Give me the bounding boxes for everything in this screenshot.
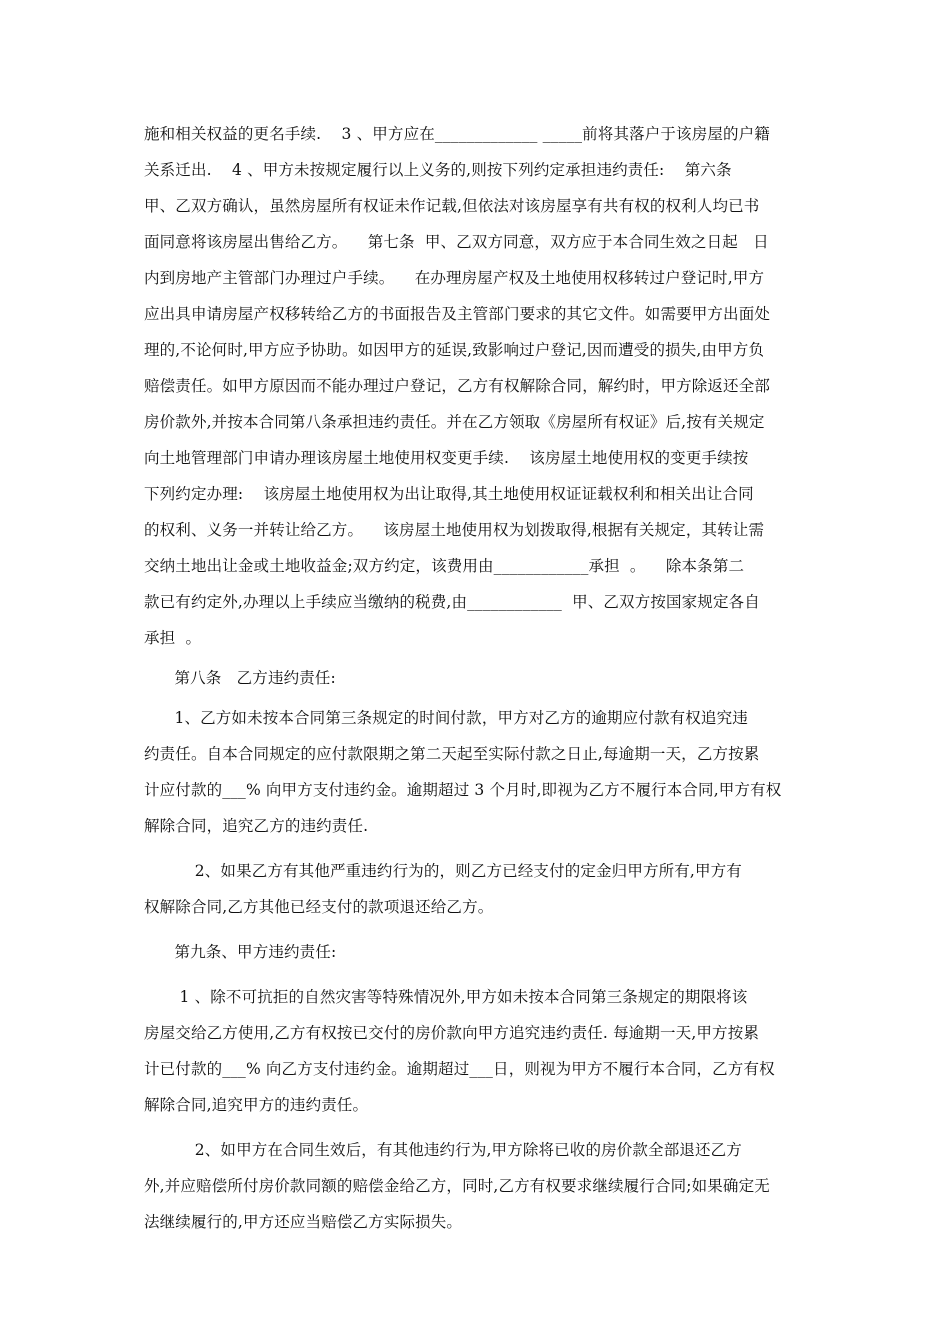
text-line: 法继续履行的,甲方还应当赔偿乙方实际损失。	[144, 1213, 463, 1231]
text-line: 施和相关权益的更名手续. 3 、甲方应在_____________ _____前将其落户于该房屋的户籍	[144, 125, 770, 143]
text-line: 面同意将该房屋出售给乙方。 第七条 甲、乙双方同意，双方应于本合同生效之日起 日	[144, 233, 769, 251]
text-line: 1 、除不可抗拒的自然灾害等特殊情况外,甲方如未按本合同第三条规定的期限将该	[144, 988, 748, 1006]
text-line: 1、乙方如未按本合同第三条规定的时间付款，甲方对乙方的逾期应付款有权追究违	[144, 709, 748, 727]
text-line: 内到房地产主管部门办理过户手续。 在办理房屋产权及土地使用权移转过户登记时,甲方	[144, 269, 765, 287]
text-line: 理的,不论何时,甲方应予协助。如因甲方的延误,致影响过户登记,因而遭受的损失,由甲方负	[144, 341, 765, 359]
text-line: 约责任。自本合同规定的应付款限期之第二天起至实际付款之日止,每逾期一天，乙方按累	[144, 745, 760, 763]
text-line: 房屋交给乙方使用,乙方有权按已交付的房价款向甲方追究违约责任. 每逾期一天,甲方按累	[144, 1024, 760, 1042]
text-line: 外,并应赔偿所付房价款同额的赔偿金给乙方，同时,乙方有权要求继续履行合同;如果确定无	[144, 1177, 770, 1195]
section-heading: 第九条、甲方违约责任:	[144, 943, 337, 961]
section-heading: 第八条 乙方违约责任:	[144, 669, 336, 687]
text-line: 下列约定办理: 该房屋土地使用权为出让取得,其土地使用权证证载权利和相关出让合同	[144, 485, 754, 503]
text-line: 计应付款的___% 向甲方支付违约金。逾期超过 3 个月时,即视为乙方不履行本合同,甲方有权	[144, 781, 782, 799]
text-line: 房价款外,并按本合同第八条承担违约责任。并在乙方领取《房屋所有权证》后,按有关规定	[144, 413, 765, 431]
text-line: 甲、乙双方确认，虽然房屋所有权证未作记载,但依法对该房屋享有共有权的权利人均已书	[144, 197, 760, 215]
text-line: 计已付款的___% 向乙方支付违约金。逾期超过___日，则视为甲方不履行本合同，乙方有权	[144, 1060, 775, 1078]
text-line: 交纳土地出让金或土地收益金;双方约定，该费用由____________承担 。 除本条第二	[144, 557, 745, 575]
text-line: 应出具申请房屋产权移转给乙方的书面报告及主管部门要求的其它文件。如需要甲方出面处	[144, 305, 771, 323]
text-line: 解除合同,追究甲方的违约责任。	[144, 1096, 369, 1114]
text-line: 承担 。	[144, 629, 202, 647]
text-line: 2、如甲方在合同生效后，有其他违约行为,甲方除将已收的房价款全部退还乙方	[144, 1141, 742, 1159]
text-line: 关系迁出. 4 、甲方未按规定履行以上义务的,则按下列约定承担违约责任: 第六条	[144, 161, 732, 179]
text-line: 的权利、义务一并转让给乙方。 该房屋土地使用权为划拨取得,根据有关规定，其转让需	[144, 521, 765, 539]
text-line: 向土地管理部门申请办理该房屋土地使用权变更手续. 该房屋土地使用权的变更手续按	[144, 449, 749, 467]
text-line: 款已有约定外,办理以上手续应当缴纳的税费,由____________ 甲、乙双方按国家规定各自	[144, 593, 760, 611]
text-line: 2、如果乙方有其他严重违约行为的，则乙方已经支付的定金归甲方所有,甲方有	[144, 862, 742, 880]
text-line: 赔偿责任。如甲方原因而不能办理过户登记，乙方有权解除合同，解约时，甲方除返还全部	[144, 377, 771, 395]
text-line: 权解除合同,乙方其他已经支付的款项退还给乙方。	[144, 898, 494, 916]
text-line: 解除合同，追究乙方的违约责任.	[144, 817, 369, 835]
